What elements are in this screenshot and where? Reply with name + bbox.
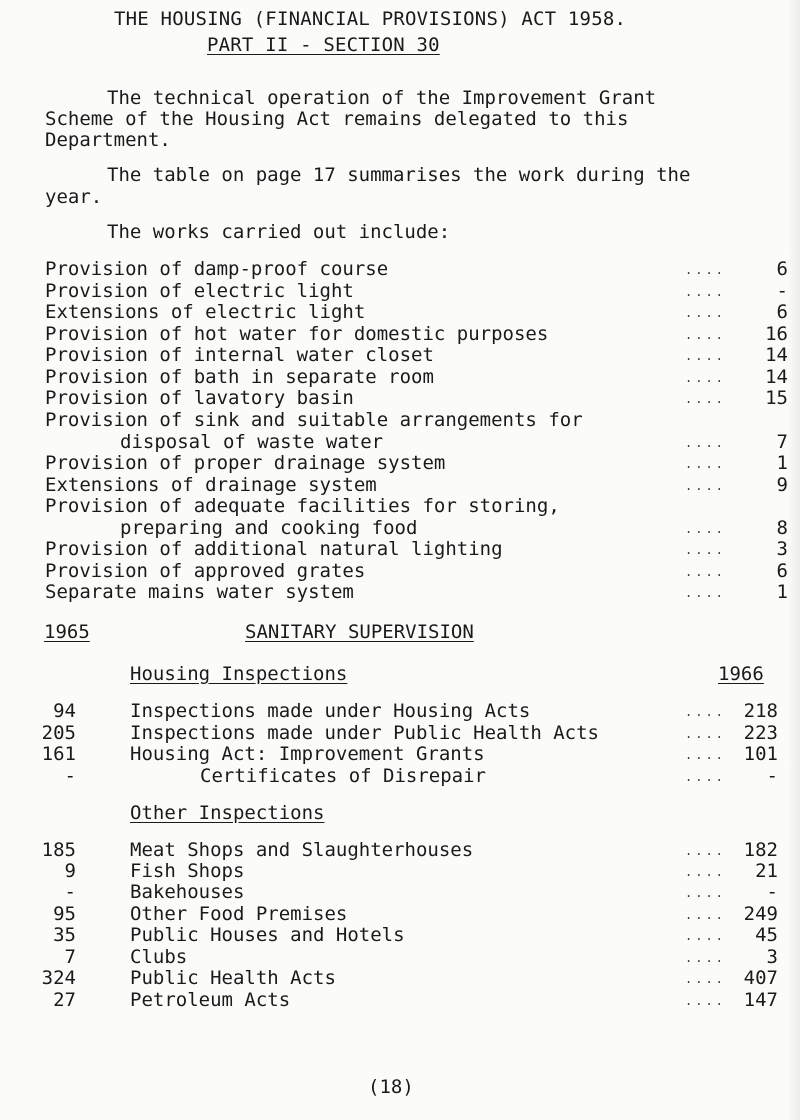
works-item-label: Provision of bath in separate room xyxy=(45,366,434,388)
prev-year-value: 95 xyxy=(53,903,76,925)
leader-dots: .... xyxy=(685,522,726,536)
page-title: THE HOUSING (FINANCIAL PROVISIONS) ACT 1958. xyxy=(114,8,627,30)
leader-dots: .... xyxy=(685,865,726,879)
prev-year-value: 27 xyxy=(53,989,76,1011)
leader-dots: .... xyxy=(685,972,726,986)
leader-dots: .... xyxy=(685,565,726,579)
works-item-label: Extensions of electric light xyxy=(45,301,366,323)
leader-dots: .... xyxy=(685,349,726,363)
works-item-label: Provision of proper drainage system xyxy=(45,452,446,474)
page-edge-shadow xyxy=(788,0,800,1120)
works-item-value: 1 xyxy=(776,452,788,474)
works-item-label: Provision of electric light xyxy=(45,280,354,302)
curr-year-value: 407 xyxy=(743,967,778,989)
other-inspections-heading: Other Inspections xyxy=(130,802,325,824)
curr-year-value: - xyxy=(766,881,778,903)
works-item-value: 7 xyxy=(776,431,788,453)
leader-dots: .... xyxy=(685,543,726,557)
leader-dots: .... xyxy=(685,371,726,385)
year-right-heading: 1966 xyxy=(718,663,764,685)
works-item-value: 6 xyxy=(776,258,788,280)
housing-inspections-heading: Housing Inspections xyxy=(130,663,348,685)
prev-year-value: 94 xyxy=(53,700,76,722)
table-row-label: Fish Shops xyxy=(130,860,245,882)
leader-dots: .... xyxy=(685,951,726,965)
table-row-label: Housing Act: Improvement Grants xyxy=(130,743,485,765)
table-row-label: Public Health Acts xyxy=(130,967,336,989)
year-left-heading: 1965 xyxy=(44,621,90,643)
leader-dots: .... xyxy=(685,479,726,493)
table-row-label: Inspections made under Housing Acts xyxy=(130,700,531,722)
curr-year-value: 249 xyxy=(743,903,778,925)
works-item-label: Provision of lavatory basin xyxy=(45,387,354,409)
intro-para3: The works carried out include: xyxy=(107,221,451,243)
intro-para1-line3: Department. xyxy=(45,129,171,151)
table-row-label: Bakehouses xyxy=(130,881,245,903)
works-item-label: Provision of damp-proof course xyxy=(45,258,389,280)
curr-year-value: 182 xyxy=(743,839,778,861)
works-item-value: - xyxy=(776,280,788,302)
curr-year-value: 223 xyxy=(743,722,778,744)
leader-dots: .... xyxy=(685,748,726,762)
leader-dots: .... xyxy=(685,392,726,406)
table-row-label: Clubs xyxy=(130,946,188,968)
prev-year-value: 9 xyxy=(64,860,76,882)
leader-dots: .... xyxy=(685,908,726,922)
works-item-value: 9 xyxy=(776,474,788,496)
leader-dots: .... xyxy=(685,770,726,784)
leader-dots: .... xyxy=(685,436,726,450)
works-item-label: Provision of adequate facilities for storing, xyxy=(45,495,560,517)
works-item-value: 16 xyxy=(765,323,788,345)
curr-year-value: 101 xyxy=(743,743,778,765)
prev-year-value: 205 xyxy=(41,722,76,744)
works-item-label: Provision of hot water for domestic purposes xyxy=(45,323,549,345)
table-row-label: Certificates of Disrepair xyxy=(200,765,486,787)
works-item-value: 3 xyxy=(776,538,788,560)
works-item-label-cont: disposal of waste water xyxy=(120,431,384,453)
leader-dots: .... xyxy=(685,285,726,299)
curr-year-value: 45 xyxy=(755,924,778,946)
curr-year-value: - xyxy=(766,765,778,787)
intro-para1-line2: Scheme of the Housing Act remains delegated to this xyxy=(45,108,629,130)
works-item-value: 14 xyxy=(765,344,788,366)
leader-dots: .... xyxy=(685,263,726,277)
leader-dots: .... xyxy=(685,994,726,1008)
curr-year-value: 3 xyxy=(766,946,778,968)
prev-year-value: 35 xyxy=(53,924,76,946)
works-item-value: 8 xyxy=(776,517,788,539)
leader-dots: .... xyxy=(685,306,726,320)
leader-dots: .... xyxy=(685,457,726,471)
prev-year-value: 7 xyxy=(64,946,76,968)
curr-year-value: 147 xyxy=(743,989,778,1011)
intro-para1-line1: The technical operation of the Improvement Grant xyxy=(107,87,657,109)
works-item-label: Provision of approved grates xyxy=(45,560,366,582)
intro-para2-line2: year. xyxy=(45,186,103,208)
page-number: (18) xyxy=(368,1076,414,1098)
works-item-label: Provision of additional natural lighting xyxy=(45,538,503,560)
leader-dots: .... xyxy=(685,328,726,342)
prev-year-value: 185 xyxy=(41,839,76,861)
works-item-value: 15 xyxy=(765,387,788,409)
works-item-label: Separate mains water system xyxy=(45,581,354,603)
leader-dots: .... xyxy=(685,929,726,943)
works-item-value: 14 xyxy=(765,366,788,388)
works-item-label-cont: preparing and cooking food xyxy=(120,517,418,539)
sanitary-title: SANITARY SUPERVISION xyxy=(245,621,474,643)
table-row-label: Other Food Premises xyxy=(130,903,348,925)
works-item-value: 1 xyxy=(776,581,788,603)
leader-dots: .... xyxy=(685,586,726,600)
leader-dots: .... xyxy=(685,844,726,858)
works-item-label: Extensions of drainage system xyxy=(45,474,377,496)
intro-para2-line1: The table on page 17 summarises the work during the xyxy=(107,164,691,186)
works-item-label: Provision of internal water closet xyxy=(45,344,434,366)
table-row-label: Inspections made under Public Health Acts xyxy=(130,722,599,744)
table-row-label: Meat Shops and Slaughterhouses xyxy=(130,839,474,861)
curr-year-value: 21 xyxy=(755,860,778,882)
works-item-value: 6 xyxy=(776,560,788,582)
section-subtitle: PART II - SECTION 30 xyxy=(207,34,440,56)
leader-dots: .... xyxy=(685,727,726,741)
prev-year-value: 161 xyxy=(41,743,76,765)
leader-dots: .... xyxy=(685,705,726,719)
works-item-value: 6 xyxy=(776,301,788,323)
prev-year-value: 324 xyxy=(41,967,76,989)
table-row-label: Public Houses and Hotels xyxy=(130,924,405,946)
prev-year-value: - xyxy=(64,881,76,903)
table-row-label: Petroleum Acts xyxy=(130,989,291,1011)
prev-year-value: - xyxy=(64,765,76,787)
curr-year-value: 218 xyxy=(743,700,778,722)
works-item-label: Provision of sink and suitable arrangements for xyxy=(45,409,583,431)
leader-dots: .... xyxy=(685,886,726,900)
